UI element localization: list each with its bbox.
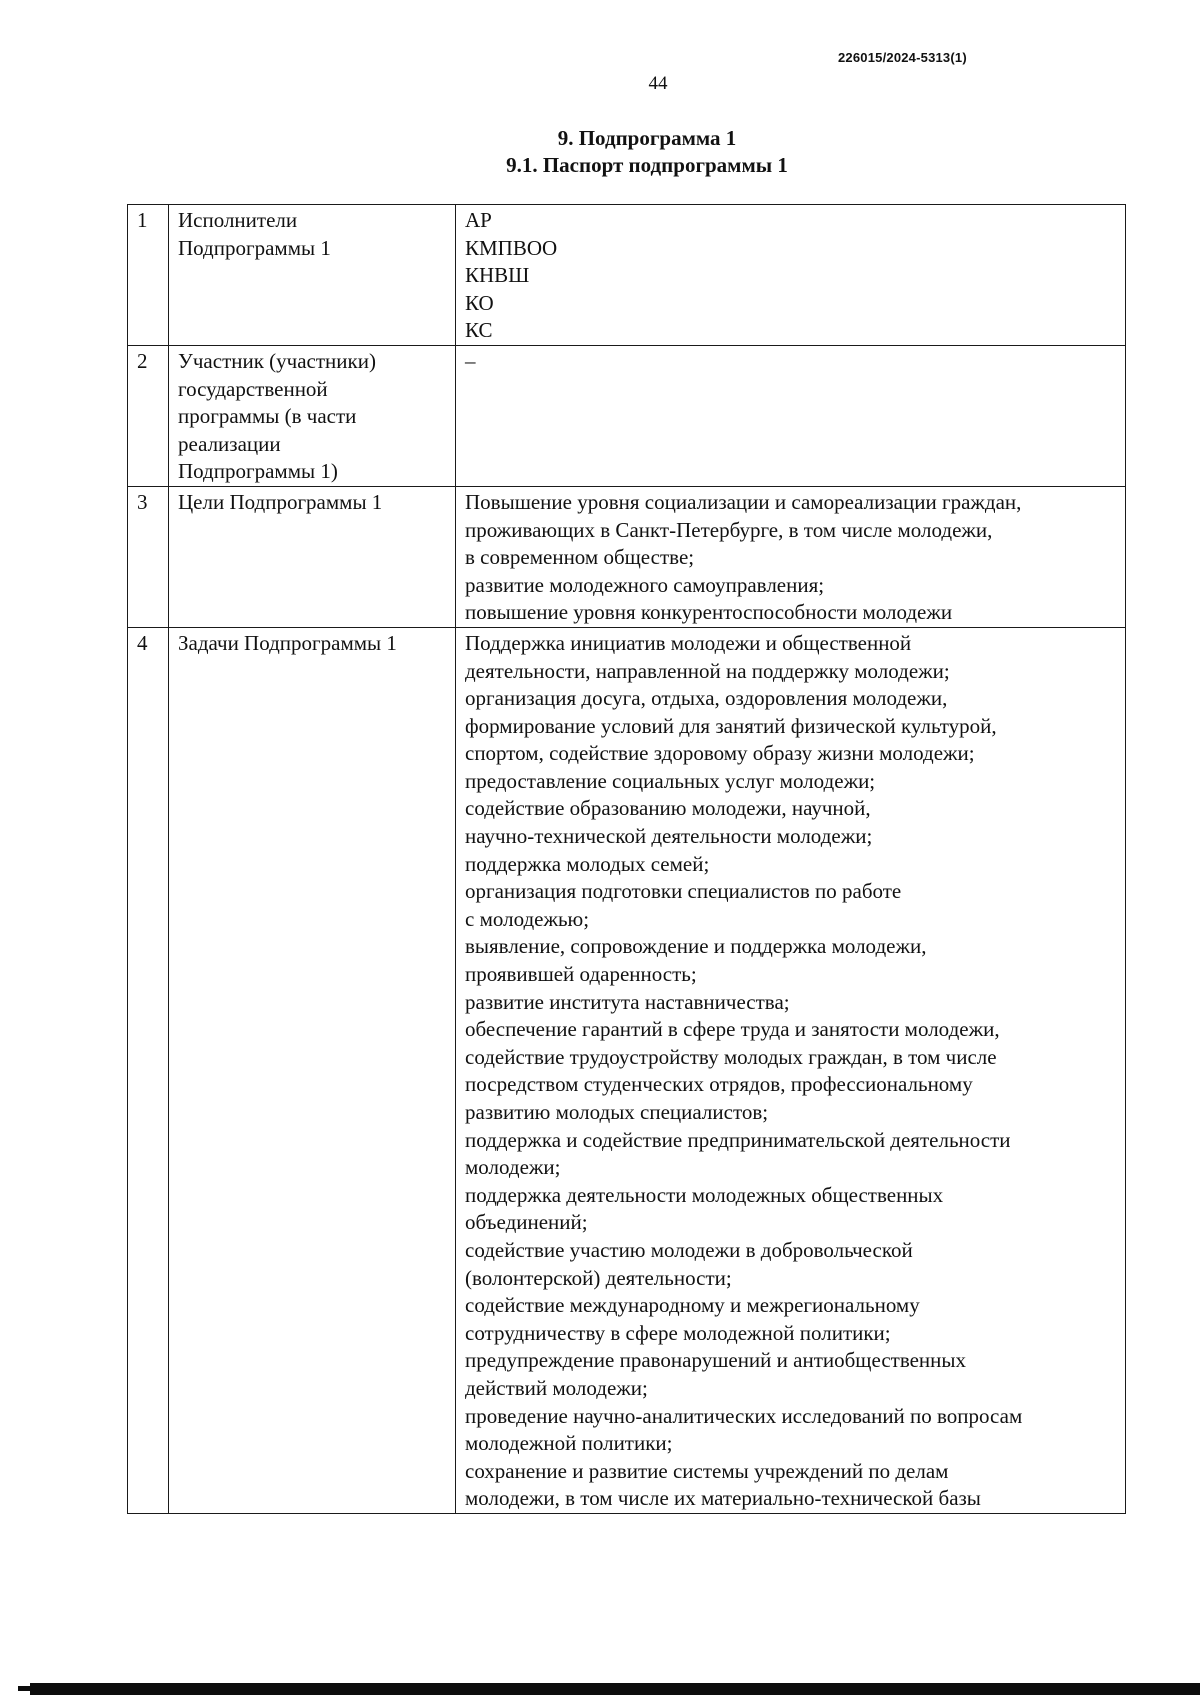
row-number-cell: 2 [128, 345, 169, 486]
scan-bottom-edge [30, 1683, 1200, 1695]
value-line: содействие участию молодежи в добровольческой [465, 1237, 913, 1262]
table-row [128, 345, 1126, 486]
row-value-cell [456, 627, 1126, 1513]
value-line: АР [465, 208, 492, 232]
row-number-cell: 4 [128, 627, 169, 1513]
value-line: посредством студенческих отрядов, профессиональному [465, 1072, 973, 1097]
value-line: Поддержка инициатив молодежи и общественной [465, 630, 912, 655]
section-title [0, 125, 1200, 179]
value-line: поддержка деятельности молодежных общественных [465, 1182, 944, 1207]
value-line: проведение научно-аналитических исследований по вопросам [465, 1403, 1023, 1428]
name-line: Цели Подпрограммы 1 [178, 489, 383, 514]
value-line: КНВШ [465, 263, 530, 288]
row-name-cell [169, 205, 456, 346]
value-line: развитие института наставничества; [465, 989, 790, 1014]
name-line: Подпрограммы 1 [178, 235, 331, 260]
row-number-cell: 1 [128, 205, 169, 346]
table-row [128, 627, 1126, 1513]
row-name-cell [169, 486, 456, 627]
subprogram-passport-table [127, 204, 1126, 1514]
value-line: молодежной политики; [465, 1431, 673, 1456]
row-value-cell [456, 486, 1126, 627]
value-line: развитию молодых специалистов; [465, 1100, 769, 1124]
value-line: КО [465, 290, 494, 315]
value-line: выявление, сопровождение и поддержка молодежи, [465, 934, 927, 959]
name-line: Задачи Подпрограммы 1 [178, 630, 397, 655]
name-line: Исполнители [178, 208, 298, 232]
value-line: организация подготовки специалистов по работе [465, 879, 902, 904]
value-line: КМПВОО [465, 235, 558, 260]
value-line: с молодежью; [465, 906, 590, 931]
row-value-cell [456, 345, 1126, 486]
value-line: повышение уровня конкурентоспособности молодежи [465, 600, 953, 625]
passport-heading: 9.1. Паспорт подпрограммы 1 [506, 153, 788, 177]
name-line: государственной [178, 376, 328, 401]
value-line: формирование условий для занятий физической культурой, [465, 713, 997, 738]
value-line: КС [465, 318, 493, 343]
value-line: спортом, содействие здоровому образу жизни молодежи; [465, 741, 975, 766]
row-value-cell [456, 205, 1126, 346]
value-line: сотрудничеству в сфере молодежной политики; [465, 1320, 891, 1345]
name-line: реализации [178, 431, 281, 456]
value-line: (волонтерской) деятельности; [465, 1265, 732, 1290]
row-number-cell: 3 [128, 486, 169, 627]
value-line: организация досуга, отдыха, оздоровления молодежи, [465, 686, 948, 711]
name-line: Подпрограммы 1) [178, 459, 338, 484]
value-line: молодежи; [465, 1155, 561, 1180]
value-line: молодежи, в том числе их материально-технической базы [465, 1486, 981, 1511]
value-line: проживающих в Санкт-Петербурге, в том числе молодежи, [465, 517, 993, 542]
subprogram-heading: 9. Подпрограмма 1 [557, 126, 737, 150]
value-line: проявившей одаренность; [465, 962, 697, 987]
value-line: развитие молодежного самоуправления; [465, 572, 825, 597]
value-line: – [465, 348, 476, 373]
value-line: научно-технической деятельности молодежи; [465, 824, 873, 849]
name-line: Участник (участники) [178, 348, 376, 373]
table-row [128, 205, 1126, 346]
value-line: поддержка молодых семей; [465, 851, 710, 876]
name-line: программы (в части [178, 404, 357, 429]
value-line: обеспечение гарантий в сфере труда и занятости молодежи, [465, 1017, 1000, 1042]
value-line: действий молодежи; [465, 1375, 648, 1400]
value-line: содействие трудоустройству молодых граждан, в том числе [465, 1044, 997, 1069]
value-line: содействие международному и межрегиональному [465, 1293, 920, 1318]
value-line: деятельности, направленной на поддержку молодежи; [465, 658, 950, 683]
value-line: предоставление социальных услуг молодежи; [465, 768, 876, 793]
value-line: в современном обществе; [465, 545, 695, 570]
value-line: поддержка и содействие предпринимательской деятельности [465, 1127, 1011, 1152]
row-name-cell [169, 345, 456, 486]
document-registration-number: 226015/2024-5313(1) [838, 50, 967, 65]
value-line: Повышение уровня социализации и самореализации граждан, [465, 489, 1022, 514]
value-line: содействие образованию молодежи, научной, [465, 796, 871, 821]
value-line: объединений; [465, 1210, 588, 1235]
row-name-cell [169, 627, 456, 1513]
value-line: предупреждение правонарушений и антиобщественных [465, 1348, 967, 1373]
table-row [128, 486, 1126, 627]
page-number: 44 [648, 73, 668, 94]
value-line: сохранение и развитие системы учреждений по делам [465, 1458, 949, 1483]
